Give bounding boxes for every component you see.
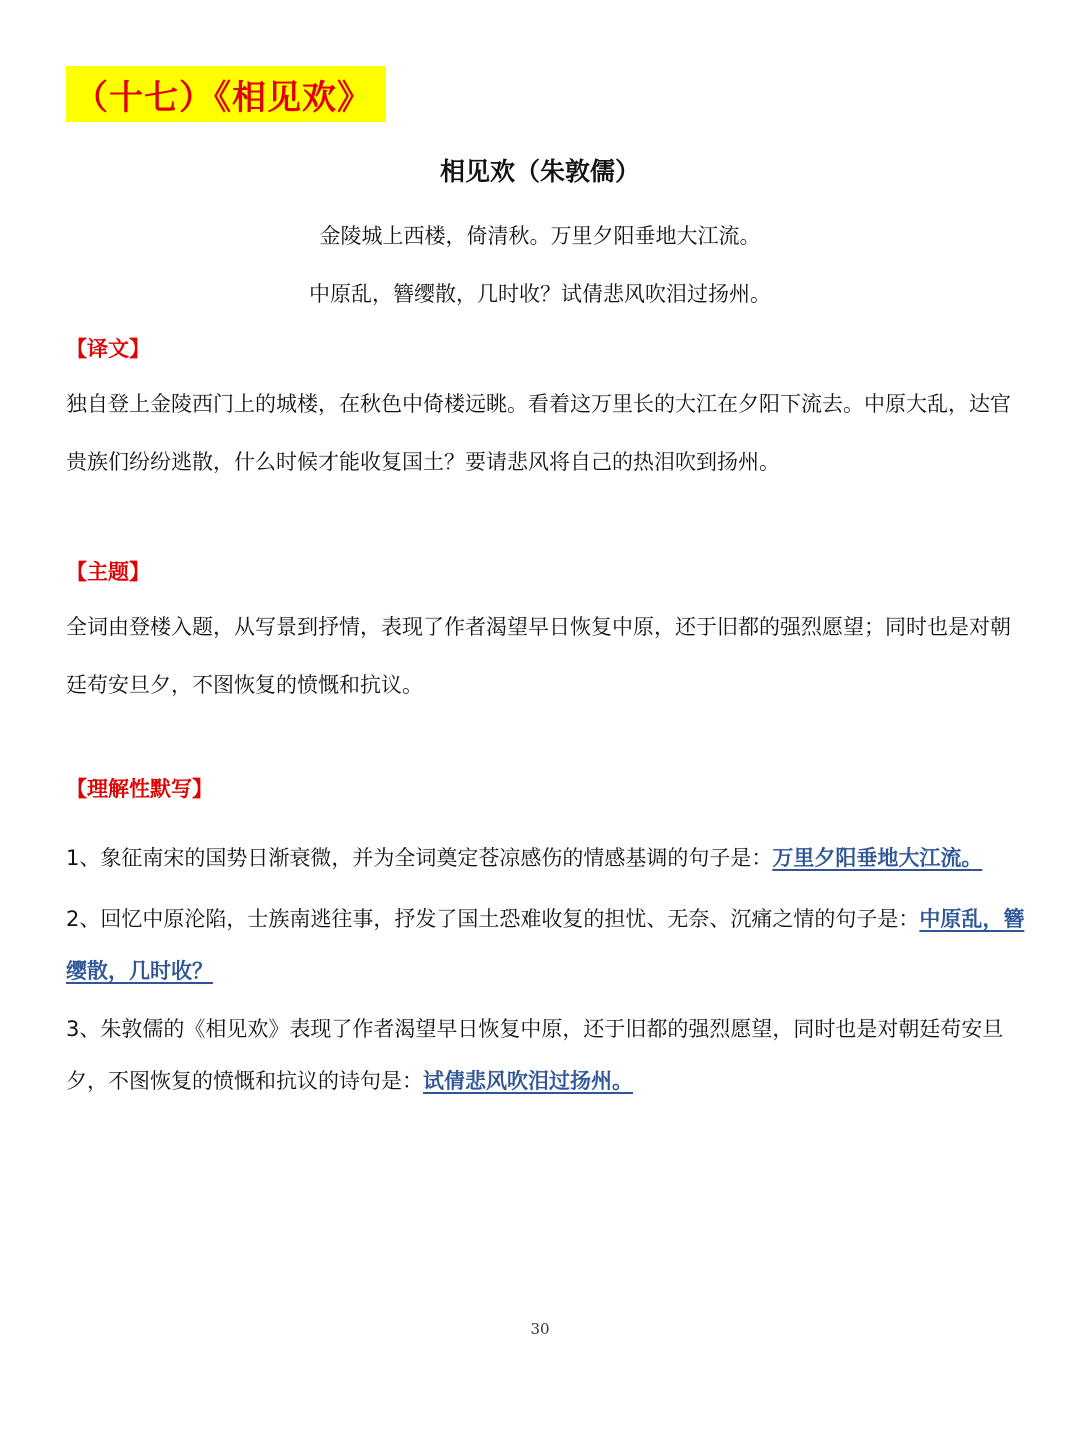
translation-text: 独自登上金陵西门上的城楼，在秋色中倚楼远眺。看着这万里长的大江在夕阳下流去。中原大乱，达官贵族们纷纷逃散，什么时候才能收复国土？要请悲风将自己的热泪吹到扬州。 <box>66 392 1011 474</box>
poem-line: 金陵城上西楼，倚清秋。万里夕阳垂地大江流。 <box>319 224 761 248</box>
dictation-answer: 中原乱，簪缨散，几时收？ <box>66 907 1025 983</box>
dictation-question: 2、回忆中原沦陷，士族南逃往事，抒发了国土恐难收复的担忧、无奈、沉痛之情的句子是： <box>66 907 920 931</box>
page-number: 30 <box>530 1320 550 1338</box>
dictation-question: 1、象征南宋的国势日渐衰微，并为全词奠定苍凉感伤的情感基调的句子是： <box>66 846 773 870</box>
dictation-heading: 【理解性默写】 <box>66 777 213 801</box>
dictation-item <box>66 893 1026 997</box>
dictation-item <box>66 832 1026 884</box>
dictation-question: 3、朱敦儒的《相见欢》表现了作者渴望早日恢复中原，还于旧都的强烈愿望，同时也是对朝廷苟安旦夕，不图恢复的愤慨和抗议的诗句是： <box>66 1017 1004 1093</box>
theme-heading: 【主题】 <box>66 560 150 584</box>
poem-line: 中原乱，簪缨散，几时收？试倩悲风吹泪过扬州。 <box>309 282 771 306</box>
theme-text: 全词由登楼入题，从写景到抒情，表现了作者渴望早日恢复中原，还于旧都的强烈愿望；同时也是对朝廷苟安旦夕，不图恢复的愤慨和抗议。 <box>66 615 1011 697</box>
section-banner: （十七）《相见欢》 <box>66 66 386 122</box>
translation-heading: 【译文】 <box>66 337 150 361</box>
dictation-answer: 万里夕阳垂地大江流。 <box>772 846 983 870</box>
poem-title: 相见欢（朱敦儒） <box>439 157 640 186</box>
dictation-answer: 试倩悲风吹泪过扬州。 <box>423 1069 633 1093</box>
dictation-item <box>66 1003 1026 1107</box>
